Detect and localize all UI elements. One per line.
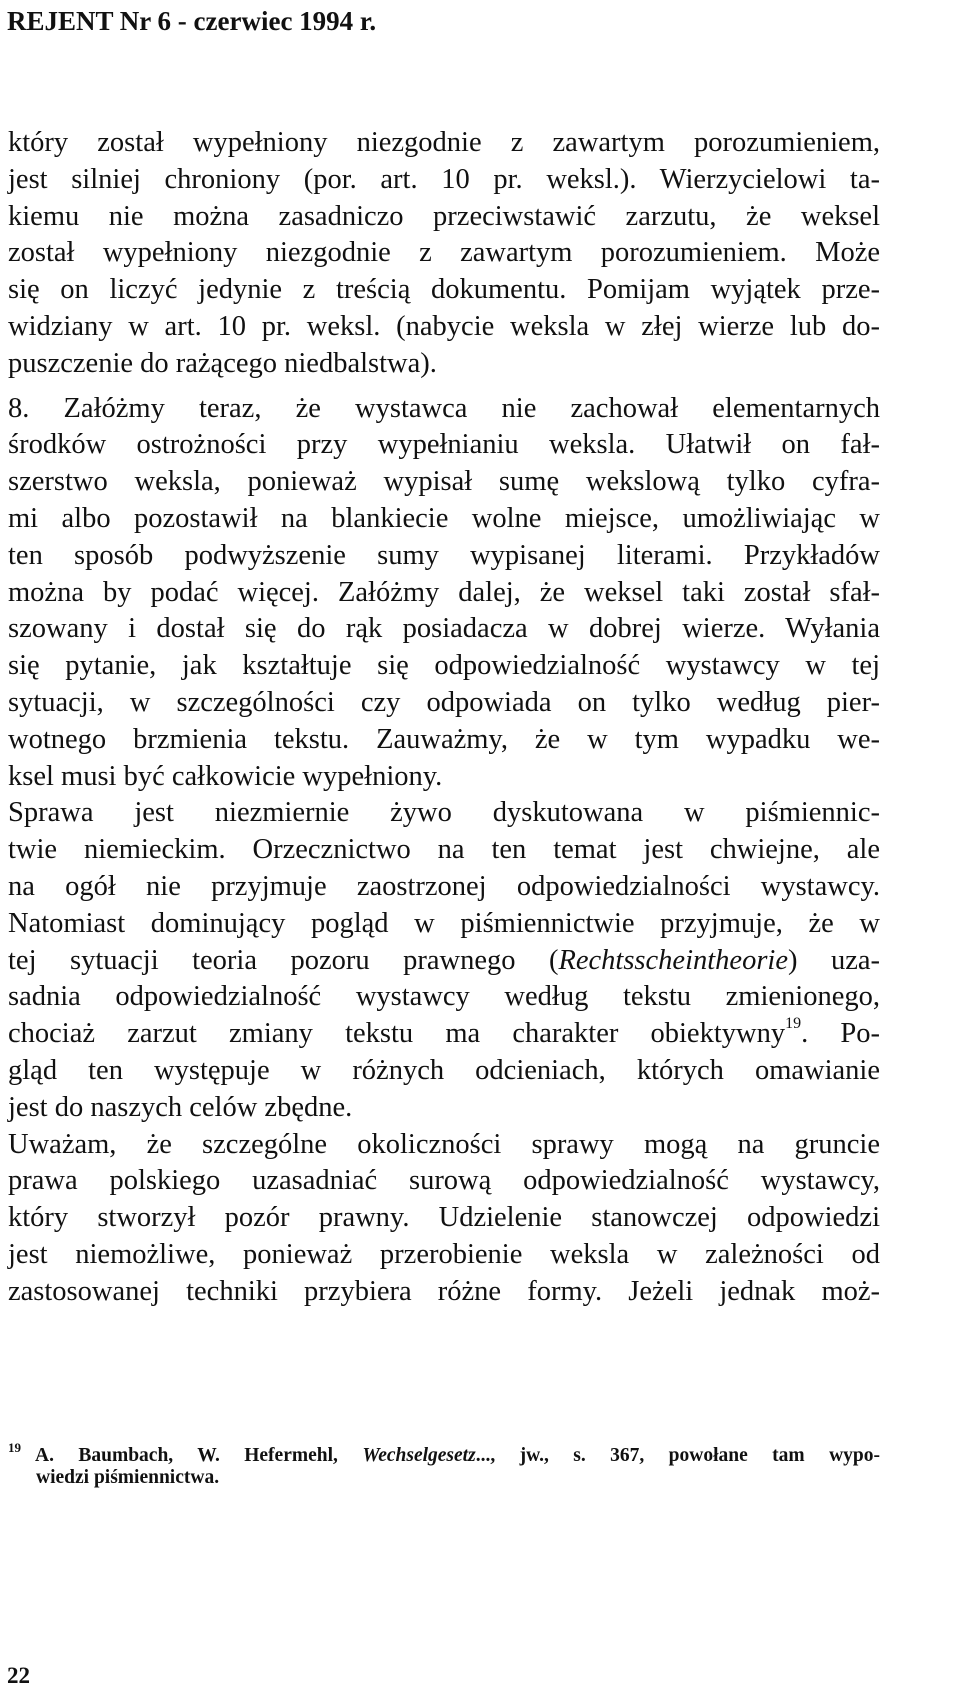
footnote xyxy=(8,1433,880,1493)
text-line: jest niemożliwe, ponieważ przerobienie weksla w zależności od xyxy=(8,1238,880,1270)
body-text xyxy=(8,125,880,1311)
text-line xyxy=(8,1016,880,1053)
footnote-citation: ..., jw., s. 367, powołane tam wypo- xyxy=(475,1445,880,1466)
text-line: jest silniej chroniony (por. art. 10 pr. weksl.). Wierzycielowi ta- xyxy=(8,163,880,195)
text-line: który został wypełniony niezgodnie z zawartym porozumieniem, xyxy=(8,127,880,158)
text-line: szowany i dostał się do rąk posiadacza w dobrej wierze. Wyłania xyxy=(8,613,880,645)
text-line: gląd ten występuje w różnych odcieniach, których omawianie xyxy=(8,1054,880,1086)
text-line: sytuacji, w szczególności czy odpowiada on tylko według pier- xyxy=(8,686,880,718)
text-line: został wypełniony niezgodnie z zawartym porozumieniem. Może xyxy=(8,237,880,269)
text-line: szerstwo weksla, ponieważ wypisał sumę wekslową tylko cyfra- xyxy=(8,466,880,498)
text-line: Natomiast dominujący pogląd w piśmiennictwie przyjmuje, że w xyxy=(8,907,880,939)
italic-term: Rechtsscheintheorie xyxy=(558,944,788,976)
running-head: REJENT Nr 6 - czerwiec 1994 r. xyxy=(7,6,377,36)
text-line: zastosowanej techniki przybiera różne formy. Jeżeli jednak moż- xyxy=(8,1275,880,1307)
text-line: na ogół nie przyjmuje zaostrzonej odpowiedzialności wystawcy. xyxy=(8,870,880,902)
text-line: środków ostrożności przy wypełnianiu weksla. Ułatwił on fał- xyxy=(8,429,880,461)
text-segment: chociaż zarzut zmiany tekstu ma charakter obiektywny xyxy=(8,1018,786,1050)
text-line: się pytanie, jak kształtuje się odpowiedzialność wystawcy w tej xyxy=(8,650,880,682)
text-line: ten sposób podwyższenie sumy wypisanej literami. Przykładów xyxy=(8,539,880,571)
footnote-number: 19 xyxy=(8,1440,21,1455)
text-line: widziany w art. 10 pr. weksl. (nabycie weksla w złej wierze lub do- xyxy=(8,310,880,342)
footnote-line: wiedzi piśmiennictwa. xyxy=(36,1467,220,1488)
text-line: się on liczyć jedynie z treścią dokumentu. Pomijam wyjątek prze- xyxy=(8,274,880,306)
text-line: Sprawa jest niezmiernie żywo dyskutowana w piśmiennic- xyxy=(8,797,880,829)
text-line: twie niemieckim. Orzecznictwo na ten temat jest chwiejne, ale xyxy=(8,834,880,866)
text-line: ksel musi być całkowicie wypełniony. xyxy=(8,760,443,792)
footnote-reference: 19 xyxy=(785,1015,802,1033)
text-segment: tej sytuacji teoria pozoru prawnego ( xyxy=(8,944,559,976)
text-line: jest do naszych celów zbędne. xyxy=(8,1091,353,1123)
text-segment: ) uza- xyxy=(787,944,881,976)
text-line xyxy=(8,943,880,980)
text-line: 8. Załóżmy teraz, że wystawca nie zachował elementarnych xyxy=(8,392,880,424)
page-number: 22 xyxy=(7,1663,30,1688)
footnote-title: Wechselgesetz xyxy=(362,1445,476,1466)
text-line: wotnego brzmienia tekstu. Zauważmy, że w tym wypadku we- xyxy=(8,723,880,755)
text-segment: . Po- xyxy=(801,1018,880,1050)
text-line: kiemu nie można zasadniczo przeciwstawić zarzutu, że weksel xyxy=(8,200,880,232)
text-line: sadnia odpowiedzialność wystawcy według tekstu zmienionego, xyxy=(8,981,880,1013)
text-line: który stworzył pozór prawny. Udzielenie stanowczej odpowiedzi xyxy=(8,1202,880,1234)
text-line: prawa polskiego uzasadniać surową odpowiedzialność wystawcy, xyxy=(8,1165,880,1197)
text-line: puszczenie do rażącego niedbalstwa). xyxy=(8,347,437,379)
text-line: można by podać więcej. Załóżmy dalej, że weksel taki został sfał- xyxy=(8,576,880,608)
text-line: mi albo pozostawił na blankiecie wolne miejsce, umożliwiając w xyxy=(8,502,880,534)
footnote-authors: A. Baumbach, W. Hefermehl, xyxy=(35,1445,363,1466)
footnote-line xyxy=(8,1433,880,1466)
text-line: Uważam, że szczególne okoliczności sprawy mogą na gruncie xyxy=(8,1128,880,1160)
